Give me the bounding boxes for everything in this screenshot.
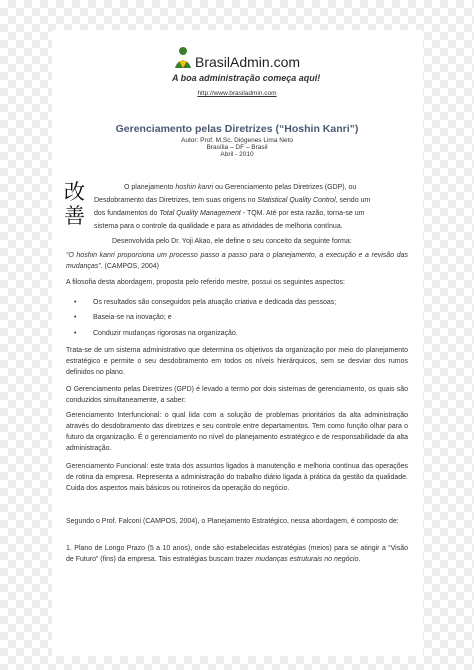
- interfunctional-paragraph: Gerenciamento Interfuncional: o qual lida com a solução de problemas prioritários da alta administração através do desdobramento das diretrizes e seu controle entre departamentos. Tem como função olhar para o futuro da organização. É o gerenciamento no nível do planejamento estratégico e de responsabilidade da alta administração.: [66, 412, 408, 452]
- long-term-plan-paragraph: 1. Plano de Longo Prazo (5 a 10 anos), onde são estabelecidas estratégias (meios) para se atingir a “Visão de Futuro” (fins) da empresa. Tais estratégias buscam trazer mudanças estruturais no negócio.: [66, 545, 408, 563]
- author-line: Autor: Prof. M.Sc. Diógenes Lima Neto: [181, 137, 293, 144]
- kanji-char: 善: [64, 204, 85, 228]
- location-line: Brasília – DF – Brasil: [206, 144, 268, 151]
- akao-paragraph: Desenvolvida pelo Dr. Yoji Akao, ele define o seu conceito da seguinte forma:: [112, 238, 352, 245]
- list-item: Conduzir mudanças rigorosas na organização.: [93, 330, 238, 337]
- system-paragraph: Trata-se de um sistema administrativo que determina os objetivos da organização por meio do planejamento estratégico e permite o seu desdobramento em todos os níveis hierárquicos, sem se desviar dos rumos definidos no plano.: [66, 347, 408, 376]
- date-line: Abril - 2010: [220, 151, 254, 158]
- intro-line-2: Desdobramento das Diretrizes, tem suas origens no Statistical Quality Control, sendo um: [94, 197, 371, 204]
- bullet-icon: •: [74, 330, 77, 337]
- intro-line-4: sistema para o controle da qualidade e para as atividades de melhoria contínua.: [94, 223, 343, 230]
- philosophy-paragraph: A filosofia desta abordagem, proposta pelo referido mestre, possui os seguintes aspectos:: [66, 279, 345, 286]
- functional-paragraph: Gerenciamento Funcional: este trata dos assuntos ligados à manutenção e melhoria contínua das operações de rotina da empresa. Representa a administração do trabalho diário ligada à prática da gestão da qualidade. Cuida dos aspectos mais básicos ou rotineiros da operação do negócio.: [66, 463, 408, 492]
- bullet-icon: •: [74, 314, 77, 321]
- list-item: Baseia-se na inovação; e: [93, 314, 172, 321]
- intro-line-3: dos fundamentos do Total Quality Management - TQM. Até por esta razão, torna-se um: [94, 210, 365, 217]
- document-title: Gerenciamento pelas Diretrizes (“Hoshin Kanri”): [115, 123, 359, 135]
- kanji-char: 改: [64, 180, 85, 204]
- slogan: A boa administração começa aqui!: [172, 73, 321, 83]
- falconi-paragraph: Segundo o Prof. Falconi (CAMPOS, 2004), o Planejamento Estratégico, nessa abordagem, é composto de:: [66, 518, 399, 525]
- site-link[interactable]: http://www.brasiladmin.com: [197, 90, 277, 97]
- kaizen-kanji: [64, 180, 85, 228]
- logo-text[interactable]: BrasilAdmin.com: [195, 54, 301, 70]
- gpd-paragraph: O Gerenciamento pelas Diretrizes (GPD) é levado a termo por dois sistemas de gerenciamento, os quais são conduzidos simultaneamente, a saber:: [66, 386, 408, 404]
- list-item: Os resultados são conseguidos pela atuação criativa e dedicada das pessoas;: [93, 299, 337, 306]
- bullet-icon: •: [74, 299, 77, 306]
- quote-paragraph: “O hoshin kanri proporciona um processo passo a passo para o planejamento, a execução e a revisão das mudanças”. (CAMPOS, 2004): [66, 252, 409, 270]
- intro-line-1: O planejamento hoshin kanri ou Gerenciamento pelas Diretrizes (GDP), ou: [124, 184, 357, 191]
- brasiladmin-logo-icon: [172, 46, 194, 70]
